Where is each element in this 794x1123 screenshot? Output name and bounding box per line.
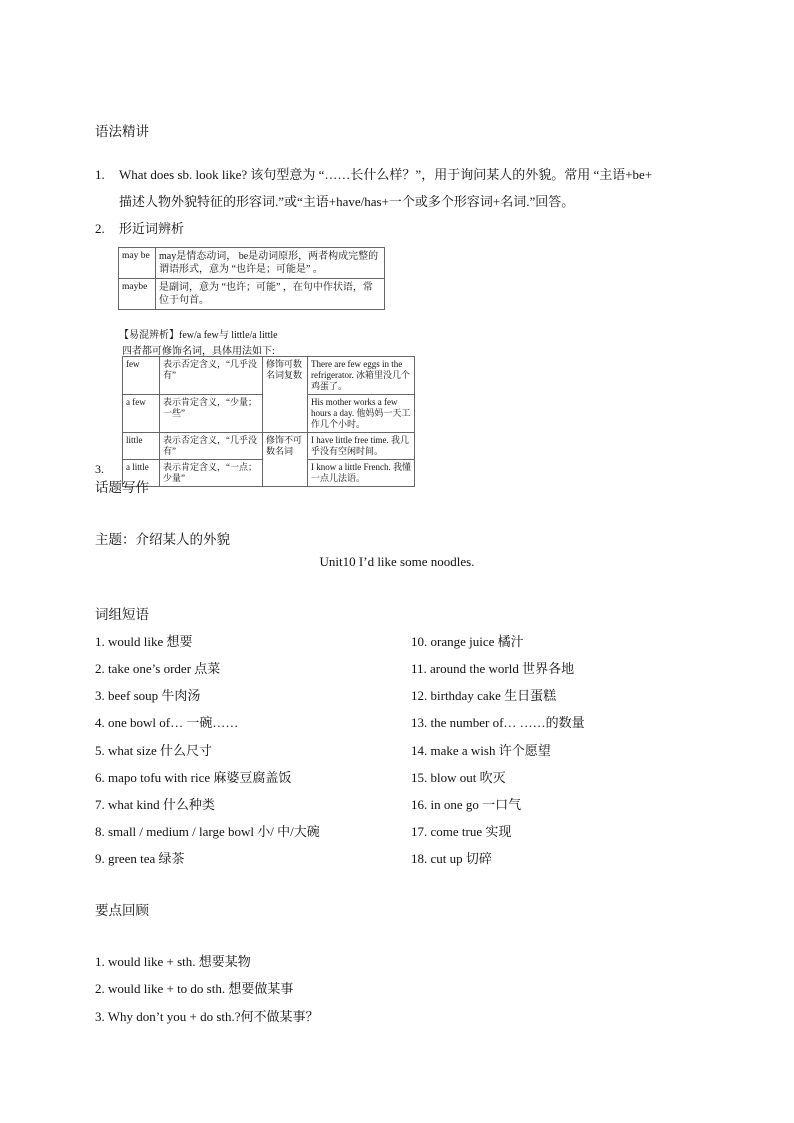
table-cell-example: I know a little French. 我懂一点儿法语。 (308, 460, 415, 487)
review-heading: 要点回顾 (95, 903, 149, 918)
item1-line2: 描述人物外貌特征的形容词.”或“主语+have/has+一个或多个形容词+名词.”回答。 (119, 194, 575, 209)
unit-title: Unit10 I’d like some noodles. (319, 554, 475, 569)
list-item: 17. come true 实现 (411, 824, 512, 839)
item1-line1: What does sb. look like? 该句型意为 “……长什么样？”，用于询问某人的外貌。常用 “主语+be+ (119, 167, 653, 182)
writing-topic: 主题：介绍某人的外貌 (95, 532, 230, 547)
table-row (123, 357, 415, 395)
item1-number: 1. (95, 167, 105, 182)
list-item: 2. would like + to do sth. 想要做某事 (95, 981, 294, 996)
list-item: 11. around the world 世界各地 (411, 661, 575, 676)
writing-heading: 话题写作 (95, 480, 149, 495)
table-row (119, 248, 385, 279)
table-cell-word: few (123, 357, 160, 395)
grammar-heading: 语法精讲 (95, 124, 149, 139)
list-item: 3. beef soup 牛肉汤 (95, 688, 201, 703)
table-cell-word: little (123, 433, 160, 460)
list-item: 16. in one go 一口气 (411, 797, 522, 812)
table-cell-meaning: 表示肯定含义，“少量；一些” (160, 395, 263, 433)
table-cell-usage: 修饰不可数名词 (263, 433, 308, 487)
table-cell-example: His mother works a few hours a day. 他妈妈一天工作几个小时。 (308, 395, 415, 433)
table-cell-word: a few (123, 395, 160, 433)
few-little-table (122, 356, 415, 487)
table-row (123, 433, 415, 460)
list-item: 1. would like + sth. 想要某物 (95, 954, 251, 969)
may-be-maybe-table (118, 247, 385, 310)
item2-title: 形近词辨析 (119, 221, 185, 236)
table-cell-usage: 修饰可数名词复数 (263, 357, 308, 433)
table-cell-word: maybe (119, 279, 156, 310)
list-item: 12. birthday cake 生日蛋糕 (411, 688, 557, 703)
table-cell-example: I have little free time. 我几乎没有空闲时间。 (308, 433, 415, 460)
table-cell-meaning: 表示肯定含义，“一点；少量” (160, 460, 263, 487)
note-title: 【易混辨析】few/a few与 little/a little (119, 330, 278, 341)
list-item: 1. would like 想要 (95, 634, 193, 649)
phrases-heading: 词组短语 (95, 607, 149, 622)
table-cell-example: There are few eggs in the refrigerator. 冰箱里没几个鸡蛋了。 (308, 357, 415, 395)
item2-number: 2. (95, 221, 105, 236)
table-cell-desc: 是副词，意为 “也许；可能” ，在句中作状语，常位于句首。 (156, 279, 385, 310)
table-cell-word: may be (119, 248, 156, 279)
table-cell-desc: may是情态动词， be是动词原形，两者构成完整的谓语形式，意为 “也许是；可能是” 。 (156, 248, 385, 279)
list-item: 2. take one’s order 点菜 (95, 661, 221, 676)
list-item: 6. mapo tofu with rice 麻婆豆腐盖饭 (95, 770, 292, 785)
table-cell-meaning: 表示否定含义，“几乎没有” (160, 357, 263, 395)
item3-number: 3. (95, 462, 104, 476)
list-item: 4. one bowl of… 一碗…… (95, 715, 239, 730)
list-item: 5. what size 什么尺寸 (95, 743, 212, 758)
table-cell-meaning: 表示否定含义，“几乎没有” (160, 433, 263, 460)
list-item: 18. cut up 切碎 (411, 851, 492, 866)
list-item: 10. orange juice 橘汁 (411, 634, 524, 649)
table-row (119, 279, 385, 310)
list-item: 13. the number of… ……的数量 (411, 715, 585, 730)
list-item: 3. Why don’t you + do sth.?何不做某事？ (95, 1009, 319, 1024)
list-item: 7. what kind 什么种类 (95, 797, 215, 812)
note-subtitle: 四者都可修饰名词，具体用法如下: (122, 346, 275, 357)
list-item: 8. small / medium / large bowl 小/ 中/大碗 (95, 824, 320, 839)
table-cell-word: a little (123, 460, 160, 487)
list-item: 15. blow out 吹灭 (411, 770, 506, 785)
list-item: 14. make a wish 许个愿望 (411, 743, 551, 758)
list-item: 9. green tea 绿茶 (95, 851, 185, 866)
